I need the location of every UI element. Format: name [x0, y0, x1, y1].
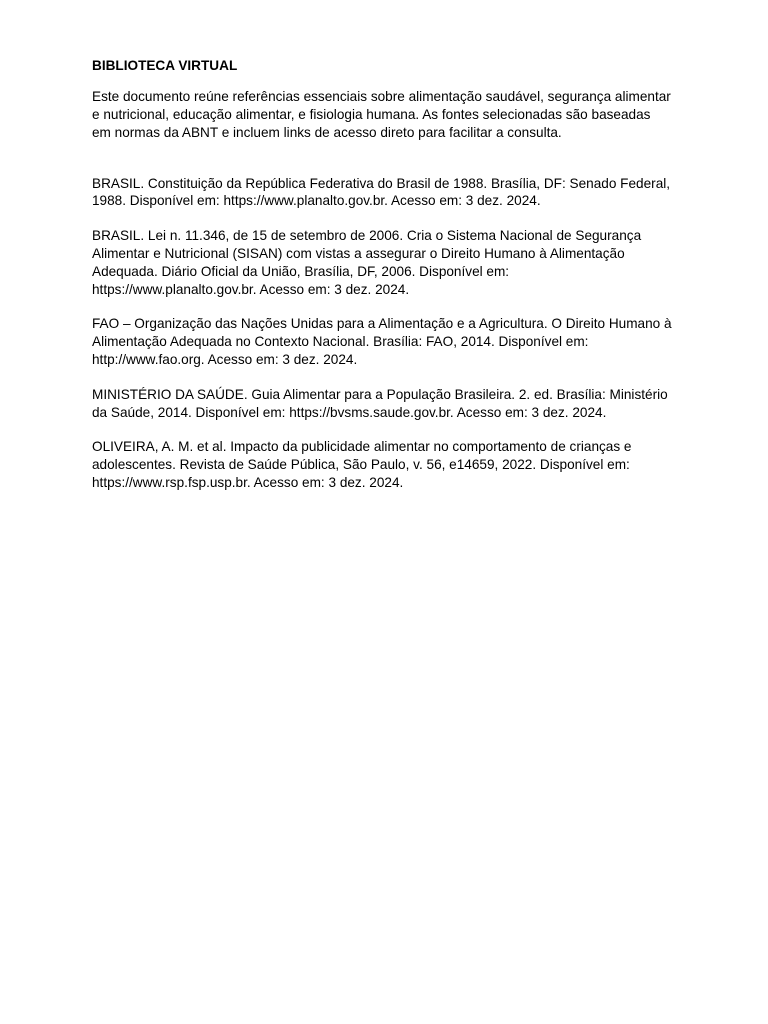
reference-item: OLIVEIRA, A. M. et al. Impacto da publicidade alimentar no comportamento de crianças e adolescentes. Revista de Saúde Pública, São Paulo, v. 56, e14659, 2022. Disponível em: https://www.rsp.fsp.usp.br. Acesso em: 3 dez. 2024.: [92, 439, 632, 490]
reference-item: BRASIL. Constituição da República Federativa do Brasil de 1988. Brasília, DF: Senado Federal, 1988. Disponível em: https://www.planalto.gov.br. Acesso em: 3 dez. 2024.: [92, 175, 671, 209]
document-page: [92, 57, 672, 509]
document-title: BIBLIOTECA VIRTUAL: [92, 58, 238, 73]
reference-item: MINISTÉRIO DA SAÚDE. Guia Alimentar para a População Brasileira. 2. ed. Brasília: Ministério da Saúde, 2014. Disponível em: https://bvsms.saude.gov.br. Acesso em: 3 dez. 2024.: [92, 386, 668, 420]
document-intro: Este documento reúne referências essenciais sobre alimentação saudável, segurança alimentar e nutricional, educação alimentar, e fisiologia humana. As fontes selecionadas são baseadas em normas da ABNT e incluem links de acesso direto para facilitar a consulta.: [92, 89, 671, 141]
reference-item: FAO – Organização das Nações Unidas para a Alimentação e a Agricultura. O Direito Humano à Alimentação Adequada no Contexto Nacional. Brasília: FAO, 2014. Disponível em: http://www.fao.org. Acesso em: 3 dez. 2024.: [92, 316, 672, 367]
reference-list: [92, 175, 672, 492]
reference-item: BRASIL. Lei n. 11.346, de 15 de setembro de 2006. Cria o Sistema Nacional de Segurança Alimentar e Nutricional (SISAN) com vistas a assegurar o Direito Humano à Alimentação Adequada. Diário Oficial da União, Brasília, DF, 2006. Disponível em: https://www.planalto.gov.br. Acesso em: 3 dez. 2024.: [92, 228, 642, 297]
